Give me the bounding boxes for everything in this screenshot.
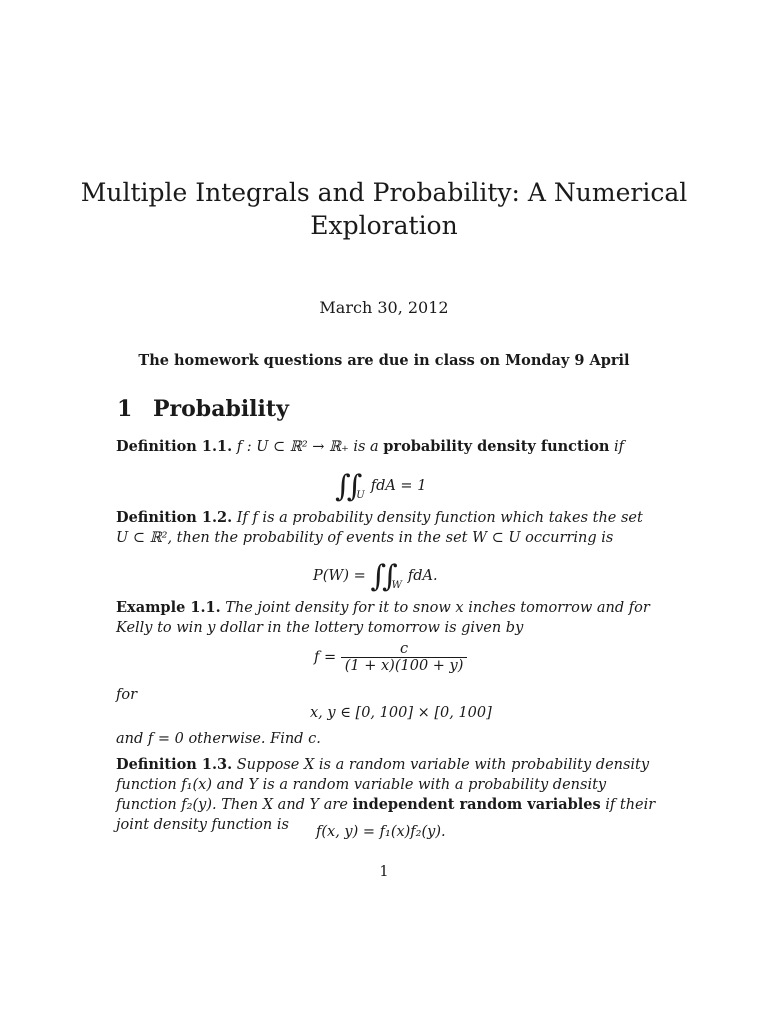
equation-density-integral bbox=[335, 466, 427, 504]
equation-lhs: f = bbox=[314, 649, 337, 666]
integrand: fdA. bbox=[407, 568, 438, 584]
definition-text: Suppose X is a random variable with probability density function f₁(x) and Y is a random variable with a probability density function f₂(y). Then X and Y are bbox=[116, 757, 650, 813]
paper-title bbox=[0, 176, 768, 242]
definition-term: independent random variables bbox=[352, 796, 601, 813]
integral-region: W bbox=[391, 580, 402, 591]
definition-text: f : U ⊂ ℝ² → ℝ₊ is a bbox=[236, 439, 379, 455]
example-closing: and f = 0 otherwise. Find c. bbox=[116, 731, 321, 747]
title-line-2: Exploration bbox=[310, 211, 458, 240]
definition-term: probability density function bbox=[383, 438, 610, 455]
double-integral-sign: ∫∫ bbox=[370, 559, 394, 594]
fraction-denominator: (1 + x)(100 + y) bbox=[344, 658, 464, 674]
definition-text: if their joint density function is bbox=[116, 797, 656, 833]
definition-1-2 bbox=[116, 508, 656, 548]
fraction bbox=[341, 641, 468, 674]
example-label: Example 1.1. bbox=[116, 599, 221, 616]
example-1-1 bbox=[116, 598, 656, 638]
definition-1-1 bbox=[116, 437, 656, 458]
title-line-1: Multiple Integrals and Probability: A Numerical bbox=[80, 178, 688, 207]
paper-date: March 30, 2012 bbox=[319, 298, 449, 317]
example-text: The joint density for it to snow x inches tomorrow and for Kelly to win y dollar in the lottery tomorrow is given by bbox=[116, 600, 650, 636]
definition-label: Definition 1.3. bbox=[116, 756, 233, 773]
equation-independence: f(x, y) = f₁(x)f₂(y). bbox=[316, 824, 446, 840]
definition-text: If f is a probability density function which takes the set U ⊂ ℝ², then the probability of events in the set W ⊂ U occurring is bbox=[116, 510, 643, 546]
equation-domain: x, y ∈ [0, 100] × [0, 100] bbox=[310, 705, 492, 721]
definition-label: Definition 1.1. bbox=[116, 438, 233, 455]
integral-region: U bbox=[356, 490, 365, 501]
definition-label: Definition 1.2. bbox=[116, 509, 233, 526]
definition-text: if bbox=[614, 439, 625, 455]
definition-1-3 bbox=[116, 755, 656, 835]
equation-joint-density bbox=[314, 641, 467, 674]
equation-probability bbox=[313, 556, 438, 594]
section-number: 1 bbox=[117, 396, 133, 422]
section-heading bbox=[117, 396, 289, 422]
fraction-numerator: c bbox=[341, 641, 468, 658]
section-title: Probability bbox=[153, 396, 289, 422]
integrand: fdA = 1 bbox=[370, 478, 427, 494]
example-for: for bbox=[116, 687, 138, 703]
equation-lhs: P(W) = bbox=[313, 568, 366, 584]
double-integral-sign: ∫∫ bbox=[335, 469, 359, 504]
homework-notice: The homework questions are due in class on Monday 9 April bbox=[138, 352, 630, 369]
page-number: 1 bbox=[379, 864, 389, 880]
